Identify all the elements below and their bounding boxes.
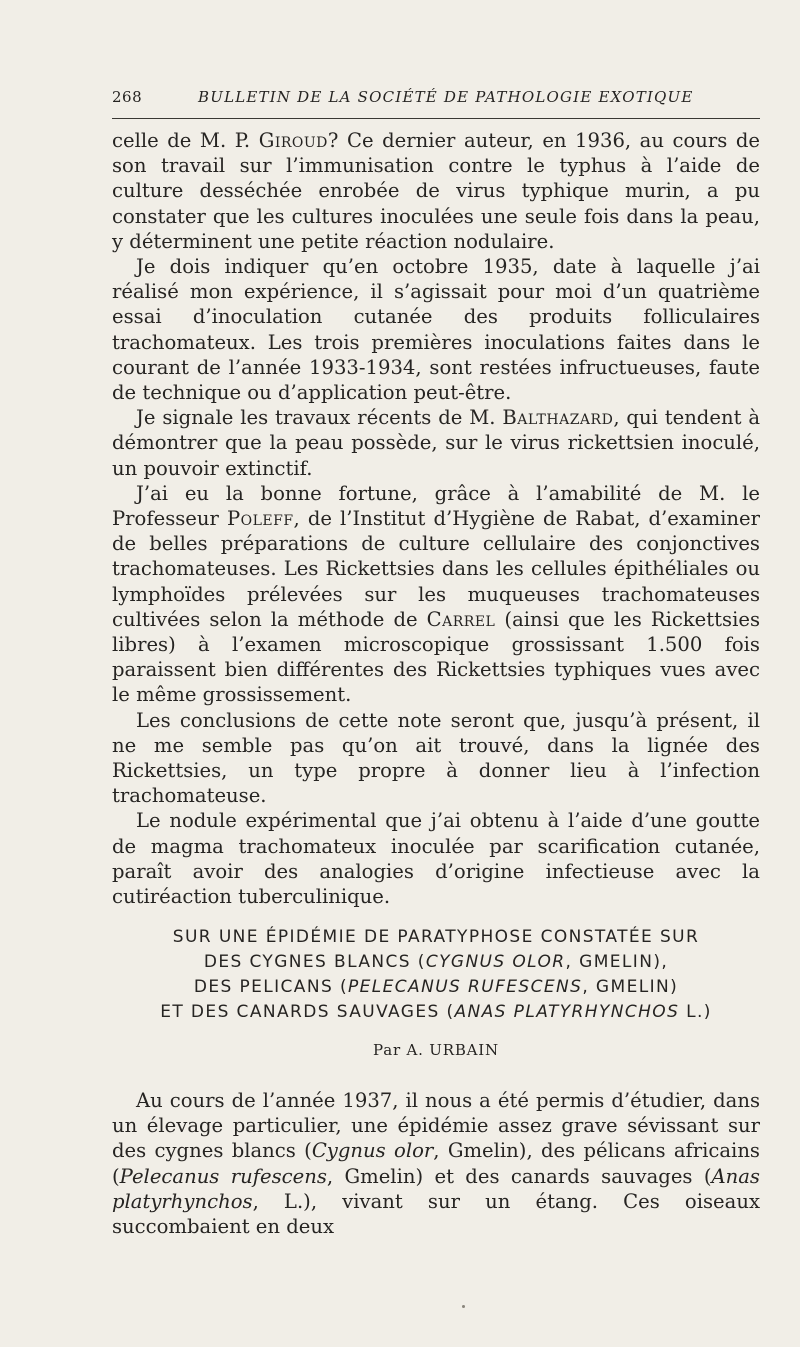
article-title — [100, 925, 772, 1025]
species-name: Cygnus olor — [311, 1139, 434, 1163]
author-name: Poleff — [226, 507, 294, 531]
page-speck — [462, 1305, 465, 1308]
paragraph-conclusions: Les conclusions de cette note seront que, jusqu’à présent, il ne me semble pas qu’on ait trouvé, dans la lignée des Rickettsies, un type propre à donner lieu à l’infection trachomateuse. — [112, 708, 760, 808]
text-run: DES PELICANS ( — [193, 977, 348, 997]
title-line-1: SUR UNE ÉPIDÉMIE DE PARATYPHOSE CONSTATÉE SUR — [172, 927, 700, 947]
text-run: celle de M. P. — [112, 129, 259, 152]
text-run: , L.), vivant sur un étang. Ces oiseaux succombaient en deux — [112, 1189, 760, 1239]
page-header — [112, 84, 760, 114]
article-intro-text — [112, 1088, 760, 1239]
header-rule — [112, 118, 760, 119]
byline: Par A. URBAIN — [373, 1041, 499, 1059]
title-line-3 — [100, 975, 772, 1000]
author-name: Carrel — [426, 607, 496, 631]
running-title: BULLETIN DE LA SOCIÉTÉ DE PATHOLOGIE EXOTIQUE — [198, 88, 694, 106]
text-run: , GMELIN) — [582, 977, 679, 997]
text-run: Au cours de l’année 1937, il nous a été permis d’étudier, dans un élevage particulier, une épidémie assez grave sévissant sur des cygnes blancs ( — [112, 1089, 760, 1163]
paragraph-experience: Je dois indiquer qu’en octobre 1935, date à laquelle j’ai réalisé mon expérience, il s’agissait pour moi d’un quatrième essai d’inoculation cutanée des produits folliculaires trachomateux. Les trois premières inoculations faites dans le courant de l’année 1933-1934, sont restées infructueuses, faute de technique ou d’application peut-être. — [112, 255, 760, 405]
text-run: (ainsi que les Rickettsies libres) à l’examen microscopique grossissant 1.500 fois paraissent bien différentes des Rickettsies typhiques vues avec le même grossissement. — [112, 607, 760, 707]
author-name: Balthazard — [502, 406, 614, 430]
text-run: J’ai eu la bonne fortune, grâce à l’amabilité de M. le Professeur — [112, 481, 760, 531]
title-line-2 — [100, 950, 772, 975]
text-run: DES CYGNES BLANCS ( — [203, 952, 426, 972]
species-name: CYGNUS OLOR — [425, 952, 566, 972]
author-name: Giroud — [258, 129, 328, 152]
text-run: ET DES CANARDS SAUVAGES ( — [160, 1002, 455, 1022]
paragraph-poleff — [112, 481, 760, 708]
species-name: Anas platyrhynchos — [112, 1164, 760, 1213]
species-name: Pelecanus rufescens — [119, 1164, 327, 1188]
paragraph-nodule: Le nodule expérimental que j’ai obtenu à l’aide d’une goutte de magma trachomateux inoculée par scarification cutanée, paraît avoir des analogies d’origine infectieuse avec la cutiréaction tuberculinique. — [112, 809, 760, 909]
paragraph-intro — [112, 1088, 760, 1239]
text-run: L.) — [679, 1002, 712, 1022]
previous-article-text — [112, 128, 760, 909]
text-run: Je signale les travaux récents de M. — [136, 406, 503, 430]
species-name: PELECANUS RUFESCENS — [347, 977, 583, 997]
text-run: , Gmelin) et des canards sauvages ( — [326, 1164, 712, 1188]
text-run: , Gmelin), des pélicans africains ( — [112, 1139, 760, 1188]
species-name: ANAS PLATYRHYNCHOS — [454, 1002, 680, 1022]
text-run: , GMELIN), — [565, 952, 669, 972]
title-line-4 — [100, 1000, 772, 1025]
paragraph-giroud — [112, 128, 760, 254]
page-number: 268 — [112, 88, 143, 106]
text-run: , qui tendent à démontrer que la peau possède, sur le virus rickettsien inoculé, un pouvoir extinctif. — [112, 406, 760, 480]
paragraph-balthazard — [112, 405, 760, 481]
text-run: , de l’Institut d’Hygiène de Rabat, d’examiner de belles préparations de culture cellulaire des conjonctives trachomateuses. Les Rickettsies dans les cellules épithéliales ou lymphoïdes prélevées sur les muqueuses trachomateuses cultivées selon la méthode de — [112, 507, 760, 631]
text-run: ? Ce dernier auteur, en 1936, au cours de son travail sur l’immunisation contre le typhus à l’aide de culture desséchée enrobée de virus typhique murin, a pu constater que les cultures inoculées une seule fois dans la peau, y déterminent une petite réaction nodulaire. — [112, 129, 760, 253]
